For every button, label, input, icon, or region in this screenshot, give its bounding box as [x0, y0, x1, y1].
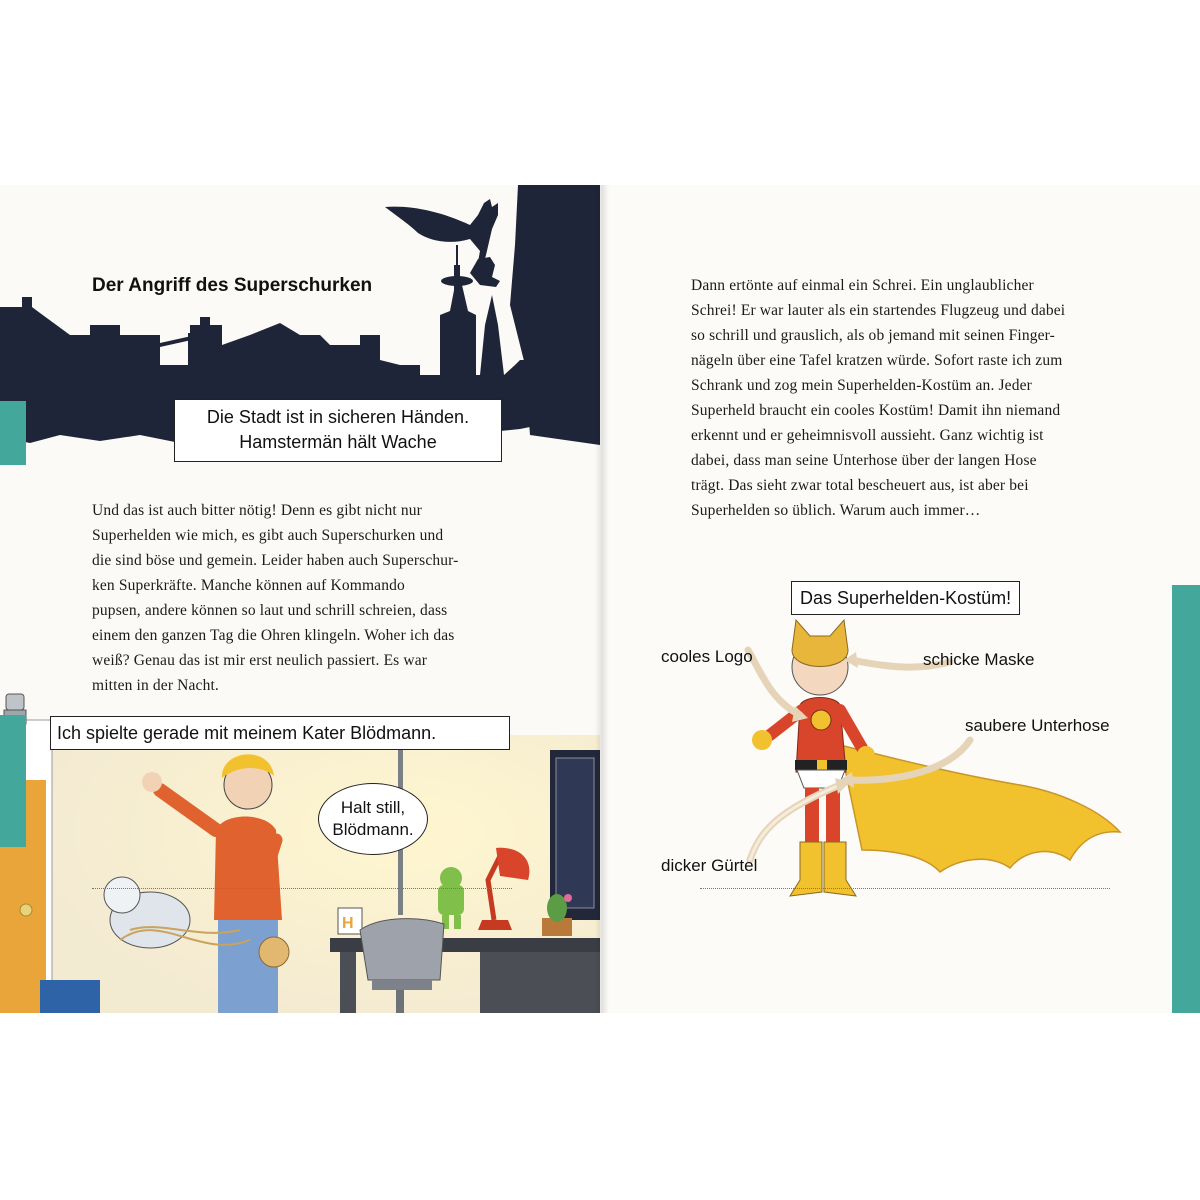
speech-bubble-line-1: Halt still,	[340, 798, 406, 817]
label-logo: cooles Logo	[661, 647, 753, 666]
text-line: trägt. Das sieht zwar total bescheuert aus, ist aber bei	[691, 477, 1029, 494]
text-line: weiß? Genau das ist mir erst neulich passiert. Es war	[92, 652, 428, 669]
text-line: die sind böse und gemein. Leider haben auch Superschur-	[92, 552, 459, 569]
text-line: dabei, dass man seine Unterhose über der langen Hose	[691, 452, 1037, 469]
page-tab-marker	[0, 715, 26, 847]
mug-letter: H	[342, 915, 354, 932]
text-line: Superhelden wie mich, es gibt auch Superschurken und	[92, 527, 444, 544]
text-line: Und das ist auch bitter nötig! Denn es gibt nicht nur	[92, 502, 422, 519]
right-paragraph	[691, 273, 1121, 523]
label-belt: dicker Gürtel	[661, 856, 758, 875]
left-page	[0, 185, 600, 1013]
text-line: einem den ganzen Tag die Ohren klingeln. Woher ich das	[92, 627, 455, 644]
book-spread	[0, 185, 1200, 1013]
chapter-heading: Der Angriff des Superschurken	[92, 275, 373, 296]
speech-bubble	[318, 783, 428, 855]
text-line: Superhelden so üblich. Warum auch immer…	[691, 502, 981, 519]
label-mask: schicke Maske	[923, 650, 1035, 669]
city-caption-box	[174, 399, 502, 462]
text-line: Schrei! Er war lauter als ein startendes Flugzeug und dabei	[691, 302, 1066, 319]
dotted-divider-right	[700, 888, 1110, 889]
text-line: so schrill und grauslich, als ob jemand mit seinen Finger-	[691, 327, 1055, 344]
page-tab-marker	[1172, 585, 1200, 1013]
play-caption-box: Ich spielte gerade mit meinem Kater Blödmann.	[50, 716, 510, 750]
text-line: Schrank und zog mein Superhelden-Kostüm an. Jeder	[691, 377, 1032, 394]
speech-bubble-line-2: Blödmann.	[332, 820, 414, 839]
page-tab-marker	[0, 401, 26, 465]
city-caption-line-1: Die Stadt ist in sicheren Händen.	[206, 407, 470, 427]
book-gutter-shadow	[595, 185, 609, 1013]
costume-caption-box: Das Superhelden-Kostüm!	[791, 581, 1020, 615]
text-line: mitten in der Nacht.	[92, 677, 219, 694]
text-line: pupsen, andere können so laut und schrill schreien, dass	[92, 602, 448, 619]
text-line: erkennt und er geheimnisvoll aussieht. Ganz wichtig ist	[691, 427, 1044, 444]
city-caption-line-2: Hamstermän hält Wache	[239, 432, 437, 452]
text-line: Dann ertönte auf einmal ein Schrei. Ein unglaublicher	[691, 277, 1034, 294]
text-line: ken Superkräfte. Manche können auf Kommando	[92, 577, 405, 594]
label-underwear: saubere Unterhose	[965, 716, 1110, 735]
text-line: Superheld braucht ein cooles Kostüm! Damit ihn niemand	[691, 402, 1061, 419]
dotted-divider-left	[92, 888, 512, 889]
text-line: nägeln über eine Tafel kratzen würde. Sofort raste ich zum	[691, 352, 1063, 369]
left-paragraph	[92, 498, 512, 698]
